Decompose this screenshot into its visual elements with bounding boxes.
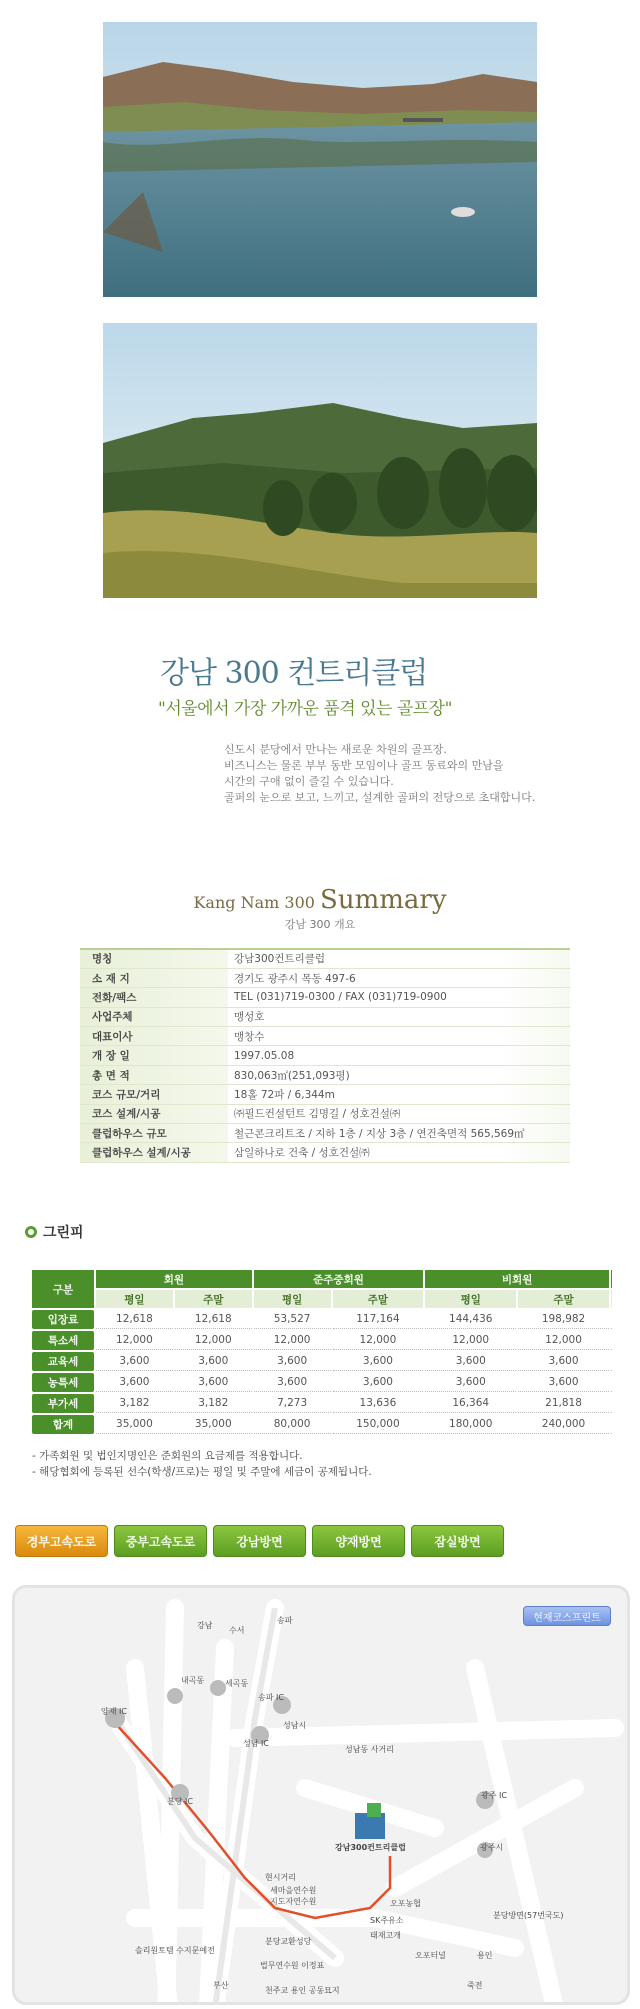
map-label: 법무연수원 이정표 — [260, 1961, 325, 1970]
map-label: 솔리원토템 수지문예전 — [135, 1946, 215, 1955]
summary-row — [80, 1143, 570, 1162]
summary-row — [80, 1124, 570, 1143]
fee-cell: 150,000 — [333, 1415, 424, 1434]
map-label: 천주교 용인 공동묘지 — [265, 1986, 340, 1995]
summary-row — [80, 1007, 570, 1026]
intro-line: 시간의 구애 없이 즐길 수 있습니다. — [224, 775, 394, 788]
tab-gyeongbu[interactable]: 경부고속도로 — [15, 1525, 108, 1557]
map-label: 수서 — [229, 1626, 245, 1635]
fee-row — [32, 1394, 611, 1413]
summary-value: 철근콘크리트조 / 지하 1층 / 지상 3층 / 연건축면적 565,569㎡ — [228, 1124, 570, 1143]
summary-row — [80, 968, 570, 987]
map-label: 지도자연수원 — [270, 1897, 317, 1906]
fee-cell: 3,600 — [333, 1373, 424, 1392]
fee-cell: 3,600 — [96, 1373, 173, 1392]
map-label: 태재고개 — [370, 1931, 401, 1940]
circle-bullet-icon — [25, 1226, 37, 1238]
greenfee-table — [30, 1268, 613, 1436]
sub-head: 평일 — [254, 1290, 331, 1308]
map-label: 성남동 사거리 — [345, 1745, 394, 1754]
fee-cell: 3,182 — [175, 1394, 252, 1413]
fee-cell: 80,000 — [254, 1415, 331, 1434]
map-label: 성남 IC — [243, 1739, 269, 1748]
summary-value: 맹창수 — [228, 1027, 570, 1046]
fee-cell: 7,273 — [254, 1394, 331, 1413]
fee-cell: 13,636 — [333, 1394, 424, 1413]
summary-value: 강남300컨트리클럽 — [228, 949, 570, 968]
group-head: 준주중회원 — [254, 1270, 424, 1288]
group-head: 회원 — [96, 1270, 252, 1288]
fee-cell: 3,600 — [175, 1373, 252, 1392]
fee-cell: 117,164 — [333, 1310, 424, 1329]
fee-cell: 3,600 — [254, 1373, 331, 1392]
summary-label: 대표이사 — [80, 1027, 228, 1046]
intro-line: 골퍼의 눈으로 보고, 느끼고, 설계한 골퍼의 전당으로 초대합니다. — [224, 791, 536, 804]
summary-value: 맹성호 — [228, 1007, 570, 1026]
club-intro — [224, 742, 564, 806]
summary-label: 사업주체 — [80, 1007, 228, 1026]
map-label: 현시거리 — [265, 1873, 296, 1882]
fee-row-label: 특소세 — [32, 1331, 94, 1350]
map-label: 분당교환성당 — [265, 1937, 312, 1946]
map-label: 내곡동 — [181, 1676, 205, 1685]
greenfee-title: 그린피 — [43, 1225, 84, 1241]
map-label: 강남 — [197, 1621, 213, 1630]
sub-head: 주말 — [333, 1290, 424, 1308]
route-tabs — [15, 1525, 504, 1557]
fee-cell: 12,000 — [425, 1331, 516, 1350]
route-map — [12, 1585, 630, 2005]
fee-row — [32, 1310, 611, 1329]
tab-jungbu[interactable]: 중부고속도로 — [114, 1525, 207, 1557]
map-label: 부산 — [213, 1981, 229, 1990]
intro-line: 신도시 분당에서 만나는 새로운 차원의 골프장. — [224, 743, 447, 756]
summary-row — [80, 1104, 570, 1123]
summary-row — [80, 1027, 570, 1046]
fee-cell: 3,600 — [425, 1352, 516, 1371]
summary-row — [80, 1085, 570, 1104]
fee-row — [32, 1373, 611, 1392]
summary-value: 18홀 72파 / 6,344m — [228, 1085, 570, 1104]
fee-cell: 21,818 — [518, 1394, 609, 1413]
note-line: - 해당협회에 등록된 선수(학생/프로)는 평일 및 주말에 세금이 공제됩니다. — [32, 1466, 372, 1478]
map-label: 세마을연수원 — [270, 1886, 317, 1895]
fee-row — [32, 1331, 611, 1350]
fee-cell: 12,000 — [96, 1331, 173, 1350]
summary-label: 개 장 일 — [80, 1046, 228, 1065]
summary-value: 경기도 광주시 목동 497-6 — [228, 968, 570, 987]
map-label: 송파 IC — [258, 1693, 284, 1702]
sub-head: 평일 — [96, 1290, 173, 1308]
print-course-button[interactable]: 현재코스프린트 — [523, 1606, 611, 1626]
summary-label: 코스 규모/거리 — [80, 1085, 228, 1104]
fee-row — [32, 1415, 611, 1434]
fee-cell: 3,600 — [333, 1352, 424, 1371]
fee-row-label: 농특세 — [32, 1373, 94, 1392]
summary-value: 1997.05.08 — [228, 1046, 570, 1065]
col-head: 구분 — [32, 1270, 94, 1308]
fee-cell: 3,600 — [425, 1373, 516, 1392]
fee-cell: 12,000 — [518, 1331, 609, 1350]
map-label: 성남시 — [283, 1721, 307, 1730]
map-label: 분당 IC — [167, 1797, 193, 1806]
route-map-svg — [15, 1588, 627, 2002]
summary-label: 클럽하우스 규모 — [80, 1124, 228, 1143]
map-label: SK주유소 — [370, 1916, 404, 1925]
fee-cell: 12,618 — [96, 1310, 173, 1329]
summary-label: 명칭 — [80, 949, 228, 968]
tab-yangjae[interactable]: 양재방면 — [312, 1525, 405, 1557]
tab-gangnam[interactable]: 강남방면 — [213, 1525, 306, 1557]
greenfee-notes — [32, 1448, 372, 1480]
fee-cell: 53,527 — [254, 1310, 331, 1329]
intro-line: 비즈니스는 물론 부부 동반 모임이나 골프 동료와의 만남을 — [224, 759, 504, 772]
fee-row — [32, 1352, 611, 1371]
fee-cell: 12,618 — [175, 1310, 252, 1329]
fee-cell: 12,000 — [175, 1331, 252, 1350]
map-label: 죽전 — [467, 1981, 483, 1990]
sub-head: 주말 — [518, 1290, 609, 1308]
lake-photo — [103, 22, 537, 297]
summary-label: 코스 설계/시공 — [80, 1104, 228, 1123]
map-label: 송파 — [277, 1616, 293, 1625]
fee-cell: 3,600 — [518, 1352, 609, 1371]
course-photo — [103, 323, 537, 598]
summary-value: 삼일하나로 건축 / 성호건설㈜ — [228, 1143, 570, 1162]
fee-cell: 144,436 — [425, 1310, 516, 1329]
fee-cell: 3,600 — [96, 1352, 173, 1371]
fee-cell: 12,000 — [254, 1331, 331, 1350]
map-label: 분당방면(57번국도) — [493, 1911, 564, 1920]
map-label: 광주 IC — [481, 1791, 507, 1800]
map-label: 오포터널 — [415, 1951, 446, 1960]
fee-cell: 3,600 — [175, 1352, 252, 1371]
summary-label: 소 재 지 — [80, 968, 228, 987]
greenfee-heading — [25, 1222, 84, 1242]
summary-row — [80, 1065, 570, 1084]
fee-row-label: 합계 — [32, 1415, 94, 1434]
note-line: - 가족회원 및 법인지명인은 준회원의 요금제를 적용합니다. — [32, 1450, 303, 1462]
map-label: 용인 — [477, 1951, 493, 1960]
summary-value: 830,063㎡(251,093평) — [228, 1065, 570, 1084]
tab-jamsil[interactable]: 잠실방면 — [411, 1525, 504, 1557]
summary-label: 클럽하우스 설계/시공 — [80, 1143, 228, 1162]
summary-word: Summary — [320, 885, 447, 915]
fee-cell: 180,000 — [425, 1415, 516, 1434]
summary-heading — [0, 885, 640, 915]
summary-row — [80, 988, 570, 1007]
fee-cell: 16,364 — [425, 1394, 516, 1413]
group-head: 비회원 — [425, 1270, 609, 1288]
sub-head: 주말 — [175, 1290, 252, 1308]
club-slogan: "서울에서 가장 가까운 품격 있는 골프장" — [158, 699, 452, 719]
summary-value: ㈜필드컨설턴트 김명길 / 성호건설㈜ — [228, 1104, 570, 1123]
summary-table — [80, 948, 570, 1163]
fee-cell: 3,600 — [254, 1352, 331, 1371]
sub-head: 평일 — [425, 1290, 516, 1308]
fee-cell: 240,000 — [518, 1415, 609, 1434]
map-label: 양재 IC — [101, 1707, 127, 1716]
fee-row-label: 입장료 — [32, 1310, 94, 1329]
fee-row-label: 교육세 — [32, 1352, 94, 1371]
map-label-club: 강남300컨트리클럽 — [335, 1843, 406, 1852]
fee-row-label: 부가세 — [32, 1394, 94, 1413]
map-label: 광주시 — [480, 1843, 504, 1852]
club-title: 강남 300 컨트리클럽 — [160, 656, 428, 691]
summary-value: TEL (031)719-0300 / FAX (031)719-0900 — [228, 988, 570, 1007]
summary-subtitle: 강남 300 개요 — [284, 918, 356, 931]
map-label: 세곡동 — [225, 1679, 249, 1688]
fee-cell: 12,000 — [333, 1331, 424, 1350]
fee-cell: 3,182 — [96, 1394, 173, 1413]
fee-cell: 35,000 — [175, 1415, 252, 1434]
map-label: 오포농협 — [390, 1899, 421, 1908]
fee-cell: 198,982 — [518, 1310, 609, 1329]
fee-cell: 3,600 — [518, 1373, 609, 1392]
summary-row — [80, 1046, 570, 1065]
fee-cell: 35,000 — [96, 1415, 173, 1434]
summary-label: 총 면 적 — [80, 1065, 228, 1084]
summary-label: 전화/팩스 — [80, 988, 228, 1007]
summary-row — [80, 949, 570, 968]
summary-prefix: Kang Nam 300 — [193, 893, 315, 912]
